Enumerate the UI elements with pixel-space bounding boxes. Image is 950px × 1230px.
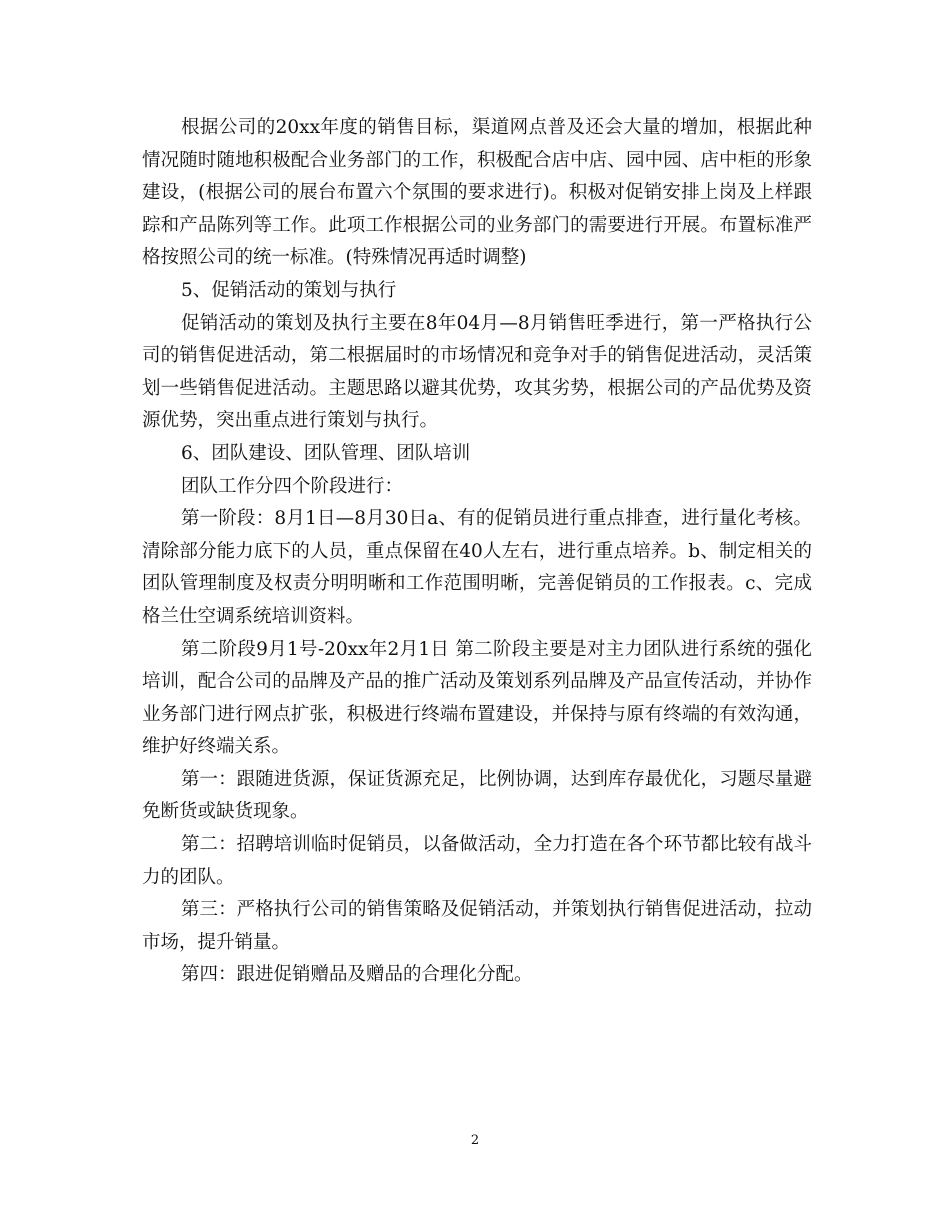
heading-team-building: 6、团队建设、团队管理、团队培训 xyxy=(181,442,471,464)
paragraph-sales-target: 根据公司的20xx年度的销售目标，渠道网点普及还会大量的增加，根据此种情况随时随地积极配合业务部门的工作，积极配合店中店、园中园、店中柜的形象建设，(根据公司的展台布置六个氛围的要求进行)。积极对促销安排上岗及上样跟踪和产品陈列等工作。此项工作根据公司的业务部门的需要进行开展。布置标准严格按照公司的统一标准。(特殊情况再适时调整) xyxy=(142,117,812,269)
paragraph-item-fourth: 第四：跟进促销赠品及赠品的合理化分配。 xyxy=(181,964,533,986)
page-number: 2 xyxy=(470,1133,480,1148)
paragraph-item-second: 第二：招聘培训临时促销员，以备做活动，全力打造在各个环节都比较有战斗力的团队。 xyxy=(142,834,812,888)
document-body xyxy=(142,112,812,992)
heading-promotion-planning: 5、促销活动的策划与执行 xyxy=(181,279,397,301)
paragraph-item-third: 第三：严格执行公司的销售策略及促销活动，并策划执行销售促进活动，拉动市场，提升销量。 xyxy=(142,899,812,953)
paragraph-phase-one: 第一阶段：8月1日—8月30日a、有的促销员进行重点排查，进行量化考核。清除部分能力底下的人员，重点保留在40人左右，进行重点培养。b、制定相关的团队管理制度及权责分明明晰和工作范围明晰，完善促销员的工作报表。c、完成格兰仕空调系统培训资料。 xyxy=(142,508,812,627)
paragraph-item-first: 第一：跟随进货源，保证货源充足，比例协调，达到库存最优化，习题尽量避免断货或缺货现象。 xyxy=(142,768,812,823)
paragraph-phase-two: 第二阶段9月1号-20xx年2月1日 第二阶段主要是对主力团队进行系统的强化培训，配合公司的品牌及产品的推广活动及策划系列品牌及产品宣传活动，并协作业务部门进行网点扩张，积极进行终端布置建设，并保持与原有终端的有效沟通，维护好终端关系。 xyxy=(142,638,812,758)
paragraph-team-phases-intro: 团队工作分四个阶段进行： xyxy=(181,475,404,497)
paragraph-promotion-planning: 促销活动的策划及执行主要在8年04月—8月销售旺季进行，第一严格执行公司的销售促进活动，第二根据届时的市场情况和竞争对手的销售促进活动，灵活策划一些销售促进活动。主题思路以避其优势，攻其劣势，根据公司的产品优势及资源优势，突出重点进行策划与执行。 xyxy=(142,312,812,432)
